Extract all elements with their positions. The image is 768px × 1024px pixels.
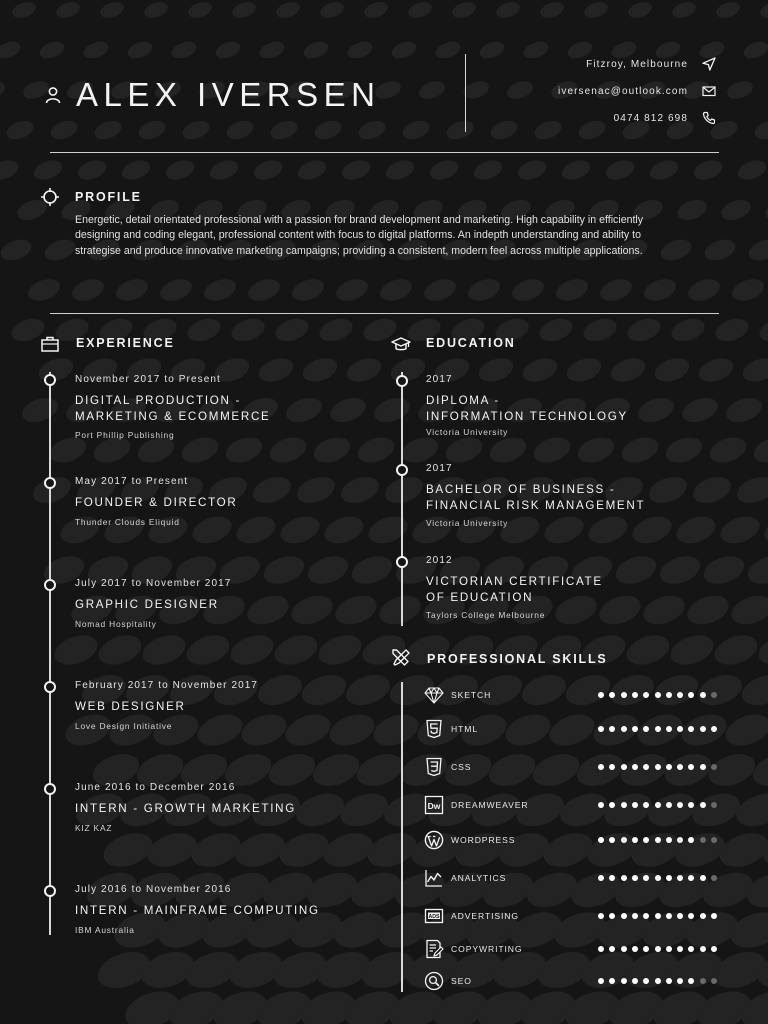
rating-dot-filled (700, 913, 706, 919)
skill-name: DREAMWEAVER (451, 800, 529, 810)
rating-dot-filled (621, 913, 627, 919)
skill-row-sketch (424, 684, 724, 706)
rating-dot-filled (688, 837, 694, 843)
rating-dot-filled (621, 692, 627, 698)
rating-dot-filled (666, 726, 672, 732)
rating-dot-filled (666, 764, 672, 770)
skill-rating (598, 802, 723, 809)
rating-dot-filled (609, 802, 615, 808)
rating-dot-filled (598, 978, 604, 984)
entry-role: INTERN - MAINFRAME COMPUTING (75, 904, 320, 917)
sketch-icon (424, 685, 444, 705)
skill-name: COPYWRITING (451, 944, 523, 954)
experience-entry (75, 476, 237, 527)
skill-name: WORDPRESS (451, 835, 516, 845)
skill-rating (598, 726, 723, 733)
rating-dot-filled (666, 875, 672, 881)
skill-row-html (424, 718, 724, 740)
rating-dot-filled (609, 837, 615, 843)
education-marker (396, 464, 408, 476)
rating-dot-filled (632, 837, 638, 843)
rating-dot-filled (632, 913, 638, 919)
experience-timeline (49, 372, 51, 935)
experience-marker (44, 885, 56, 897)
rating-dot-filled (711, 913, 717, 919)
rating-dot-filled (700, 764, 706, 770)
entry-organisation: IBM Australia (75, 924, 135, 935)
rating-dot-filled (677, 913, 683, 919)
rating-dot-empty (711, 837, 717, 843)
rating-dot-filled (677, 946, 683, 952)
wordpress-icon (424, 830, 444, 850)
rating-dot-filled (598, 764, 604, 770)
rating-dot-filled (609, 764, 615, 770)
experience-entry (75, 680, 258, 731)
rating-dot-filled (655, 764, 661, 770)
crosshair-icon (40, 187, 60, 207)
rating-dot-empty (700, 978, 706, 984)
svg-text:ADS: ADS (428, 913, 440, 920)
rating-dot-empty (700, 837, 706, 843)
rating-dot-filled (677, 692, 683, 698)
header-divider (465, 54, 466, 132)
rating-dot-filled (632, 946, 638, 952)
rating-dot-filled (711, 946, 717, 952)
rating-dot-filled (598, 837, 604, 843)
rating-dot-filled (609, 726, 615, 732)
entry-role: WEB DESIGNER (75, 700, 186, 713)
rating-dot-filled (643, 913, 649, 919)
entry-role: INTERN - GROWTH MARKETING (75, 802, 296, 815)
phone-text[interactable]: 0474 812 698 (613, 112, 688, 124)
rating-dot-filled (598, 875, 604, 881)
experience-marker (44, 579, 56, 591)
experience-entry (75, 578, 231, 629)
entry-role: VICTORIAN CERTIFICATE OF EDUCATION (426, 575, 603, 604)
rating-dot-filled (655, 837, 661, 843)
skill-rating (598, 837, 723, 844)
profile-text: Energetic, detail orientated professional with a passion for brand development and marketing. High capability in efficiently designing and coding elegant, professional content with focus to digital platforms. An indepth understanding and ability to strategise and produce innovative marketing campaigns; providing a consistent, modern feel across multiple applications. (75, 214, 644, 257)
rating-dot-filled (688, 978, 694, 984)
rating-dot-filled (700, 946, 706, 952)
skill-row-analytics (424, 867, 724, 889)
rating-dot-filled (700, 726, 706, 732)
location-arrow-icon (702, 57, 716, 71)
rating-dot-filled (632, 802, 638, 808)
skill-row-copywriting (424, 938, 724, 960)
rating-dot-filled (655, 978, 661, 984)
skill-row-dreamweaver (424, 794, 724, 816)
rating-dot-filled (666, 837, 672, 843)
experience-marker (44, 477, 56, 489)
rating-dot-filled (655, 802, 661, 808)
skill-row-css (424, 756, 724, 778)
education-title: EDUCATION (426, 336, 516, 350)
entry-date: June 2016 to December 2016 (75, 782, 236, 793)
phone-icon (702, 111, 716, 125)
rating-dot-filled (666, 913, 672, 919)
rating-dot-filled (666, 802, 672, 808)
rating-dot-filled (677, 837, 683, 843)
html5-icon (424, 719, 444, 739)
rating-dot-filled (643, 692, 649, 698)
rating-dot-empty (711, 978, 717, 984)
svg-text:Dw: Dw (427, 801, 441, 811)
rating-dot-filled (643, 726, 649, 732)
education-timeline (401, 372, 403, 626)
advertising-icon (424, 906, 444, 926)
entry-organisation: KIZ KAZ (75, 822, 113, 833)
rating-dot-filled (677, 802, 683, 808)
rating-dot-filled (688, 692, 694, 698)
rating-dot-filled (677, 978, 683, 984)
rating-dot-empty (711, 802, 717, 808)
copywriting-icon (424, 939, 444, 959)
rating-dot-filled (666, 946, 672, 952)
skill-name: SEO (451, 976, 472, 986)
entry-date: 2017 (426, 463, 453, 474)
education-marker (396, 556, 408, 568)
entry-role: FOUNDER & DIRECTOR (75, 496, 238, 509)
header-rule (50, 152, 719, 153)
entry-organisation: Victoria University (426, 427, 509, 437)
rating-dot-filled (677, 764, 683, 770)
rating-dot-filled (609, 875, 615, 881)
rating-dot-filled (621, 802, 627, 808)
rating-dot-filled (666, 978, 672, 984)
profile-rule (50, 313, 719, 314)
rating-dot-filled (643, 837, 649, 843)
experience-marker (44, 374, 56, 386)
rating-dot-filled (688, 875, 694, 881)
entry-date: 2012 (426, 555, 453, 566)
rating-dot-filled (643, 802, 649, 808)
rating-dot-filled (688, 802, 694, 808)
rating-dot-filled (609, 692, 615, 698)
experience-marker (44, 681, 56, 693)
rating-dot-filled (655, 875, 661, 881)
entry-role: BACHELOR OF BUSINESS - FINANCIAL RISK MANAGEMENT (426, 483, 646, 512)
rating-dot-filled (655, 913, 661, 919)
entry-organisation: Taylors College Melbourne (426, 610, 546, 620)
skill-row-seo (424, 970, 724, 992)
entry-organisation: Love Design Initiative (75, 720, 173, 731)
location-text: Fitzroy, Melbourne (586, 58, 688, 70)
entry-organisation: Victoria University (426, 518, 509, 528)
education-marker (396, 375, 408, 387)
experience-entry (75, 374, 270, 440)
entry-role: DIPLOMA - INFORMATION TECHNOLOGY (426, 394, 628, 423)
skill-rating (598, 875, 723, 882)
experience-entry (75, 884, 320, 935)
rating-dot-filled (621, 946, 627, 952)
entry-date: 2017 (426, 374, 453, 385)
education-entry (426, 374, 628, 437)
skill-rating (598, 692, 723, 699)
rating-dot-filled (643, 875, 649, 881)
rating-dot-filled (700, 802, 706, 808)
skill-name: ANALYTICS (451, 873, 507, 883)
entry-date: February 2017 to November 2017 (75, 680, 259, 691)
rating-dot-filled (688, 946, 694, 952)
education-entry (426, 463, 645, 528)
rating-dot-filled (643, 978, 649, 984)
skill-name: CSS (451, 762, 472, 772)
rating-dot-filled (677, 726, 683, 732)
entry-date: November 2017 to Present (75, 374, 221, 385)
skill-row-advertising (424, 905, 724, 927)
rating-dot-filled (632, 692, 638, 698)
rating-dot-filled (609, 946, 615, 952)
rating-dot-filled (632, 764, 638, 770)
skill-name: SKETCH (451, 690, 492, 700)
rating-dot-filled (621, 764, 627, 770)
rating-dot-filled (621, 978, 627, 984)
entry-date: July 2016 to November 2016 (75, 884, 232, 895)
contact-email[interactable] (558, 82, 716, 100)
analytics-icon (424, 868, 444, 888)
entry-organisation: Port Phillip Publishing (75, 430, 175, 440)
rating-dot-filled (688, 913, 694, 919)
rating-dot-filled (688, 726, 694, 732)
rating-dot-filled (598, 802, 604, 808)
skills-title: PROFESSIONAL SKILLS (427, 652, 608, 666)
entry-role: GRAPHIC DESIGNER (75, 598, 219, 611)
rating-dot-filled (609, 913, 615, 919)
rating-dot-filled (655, 692, 661, 698)
rating-dot-filled (655, 726, 661, 732)
rating-dot-empty (711, 692, 717, 698)
rating-dot-filled (643, 946, 649, 952)
rating-dot-filled (700, 875, 706, 881)
entry-organisation: Thunder Clouds Eliquid (75, 516, 180, 527)
entry-date: July 2017 to November 2017 (75, 578, 232, 589)
rating-dot-filled (598, 726, 604, 732)
experience-title: EXPERIENCE (76, 336, 175, 350)
rating-dot-filled (632, 875, 638, 881)
contact-location (586, 55, 716, 73)
skill-rating (598, 978, 723, 985)
rating-dot-filled (632, 978, 638, 984)
experience-marker (44, 783, 56, 795)
briefcase-icon (40, 334, 60, 354)
dreamweaver-icon (424, 795, 444, 815)
rating-dot-filled (621, 875, 627, 881)
rating-dot-filled (598, 946, 604, 952)
experience-entry (75, 782, 296, 833)
graduation-cap-icon (391, 334, 411, 354)
rating-dot-filled (632, 726, 638, 732)
rating-dot-filled (655, 946, 661, 952)
skill-rating (598, 946, 723, 953)
rating-dot-filled (643, 764, 649, 770)
contact-phone[interactable] (614, 109, 716, 127)
rating-dot-filled (700, 692, 706, 698)
candidate-name: ALEX IVERSEN (76, 76, 381, 113)
skill-name: HTML (451, 724, 478, 734)
entry-organisation: Nomad Hospitality (75, 618, 157, 629)
rating-dot-empty (711, 764, 717, 770)
skill-name: ADVERTISING (451, 911, 519, 921)
skill-rating (598, 764, 723, 771)
entry-role: DIGITAL PRODUCTION - MARKETING & ECOMMERCE (75, 394, 271, 423)
css3-icon (424, 757, 444, 777)
entry-date: May 2017 to Present (75, 476, 189, 487)
rating-dot-filled (621, 726, 627, 732)
rating-dot-filled (598, 692, 604, 698)
skill-row-wordpress (424, 829, 724, 851)
rating-dot-filled (609, 978, 615, 984)
tools-icon (391, 648, 411, 668)
seo-icon (424, 971, 444, 991)
rating-dot-filled (711, 726, 717, 732)
person-icon (44, 86, 62, 104)
rating-dot-empty (711, 875, 717, 881)
rating-dot-filled (677, 875, 683, 881)
profile-title: PROFILE (75, 190, 142, 204)
education-entry (426, 555, 603, 620)
rating-dot-filled (666, 692, 672, 698)
email-text[interactable]: iversenac@outlook.com (558, 85, 688, 97)
rating-dot-filled (598, 913, 604, 919)
skills-timeline (401, 682, 403, 992)
skill-rating (598, 913, 723, 920)
mail-icon (702, 84, 716, 98)
rating-dot-filled (621, 837, 627, 843)
rating-dot-filled (688, 764, 694, 770)
